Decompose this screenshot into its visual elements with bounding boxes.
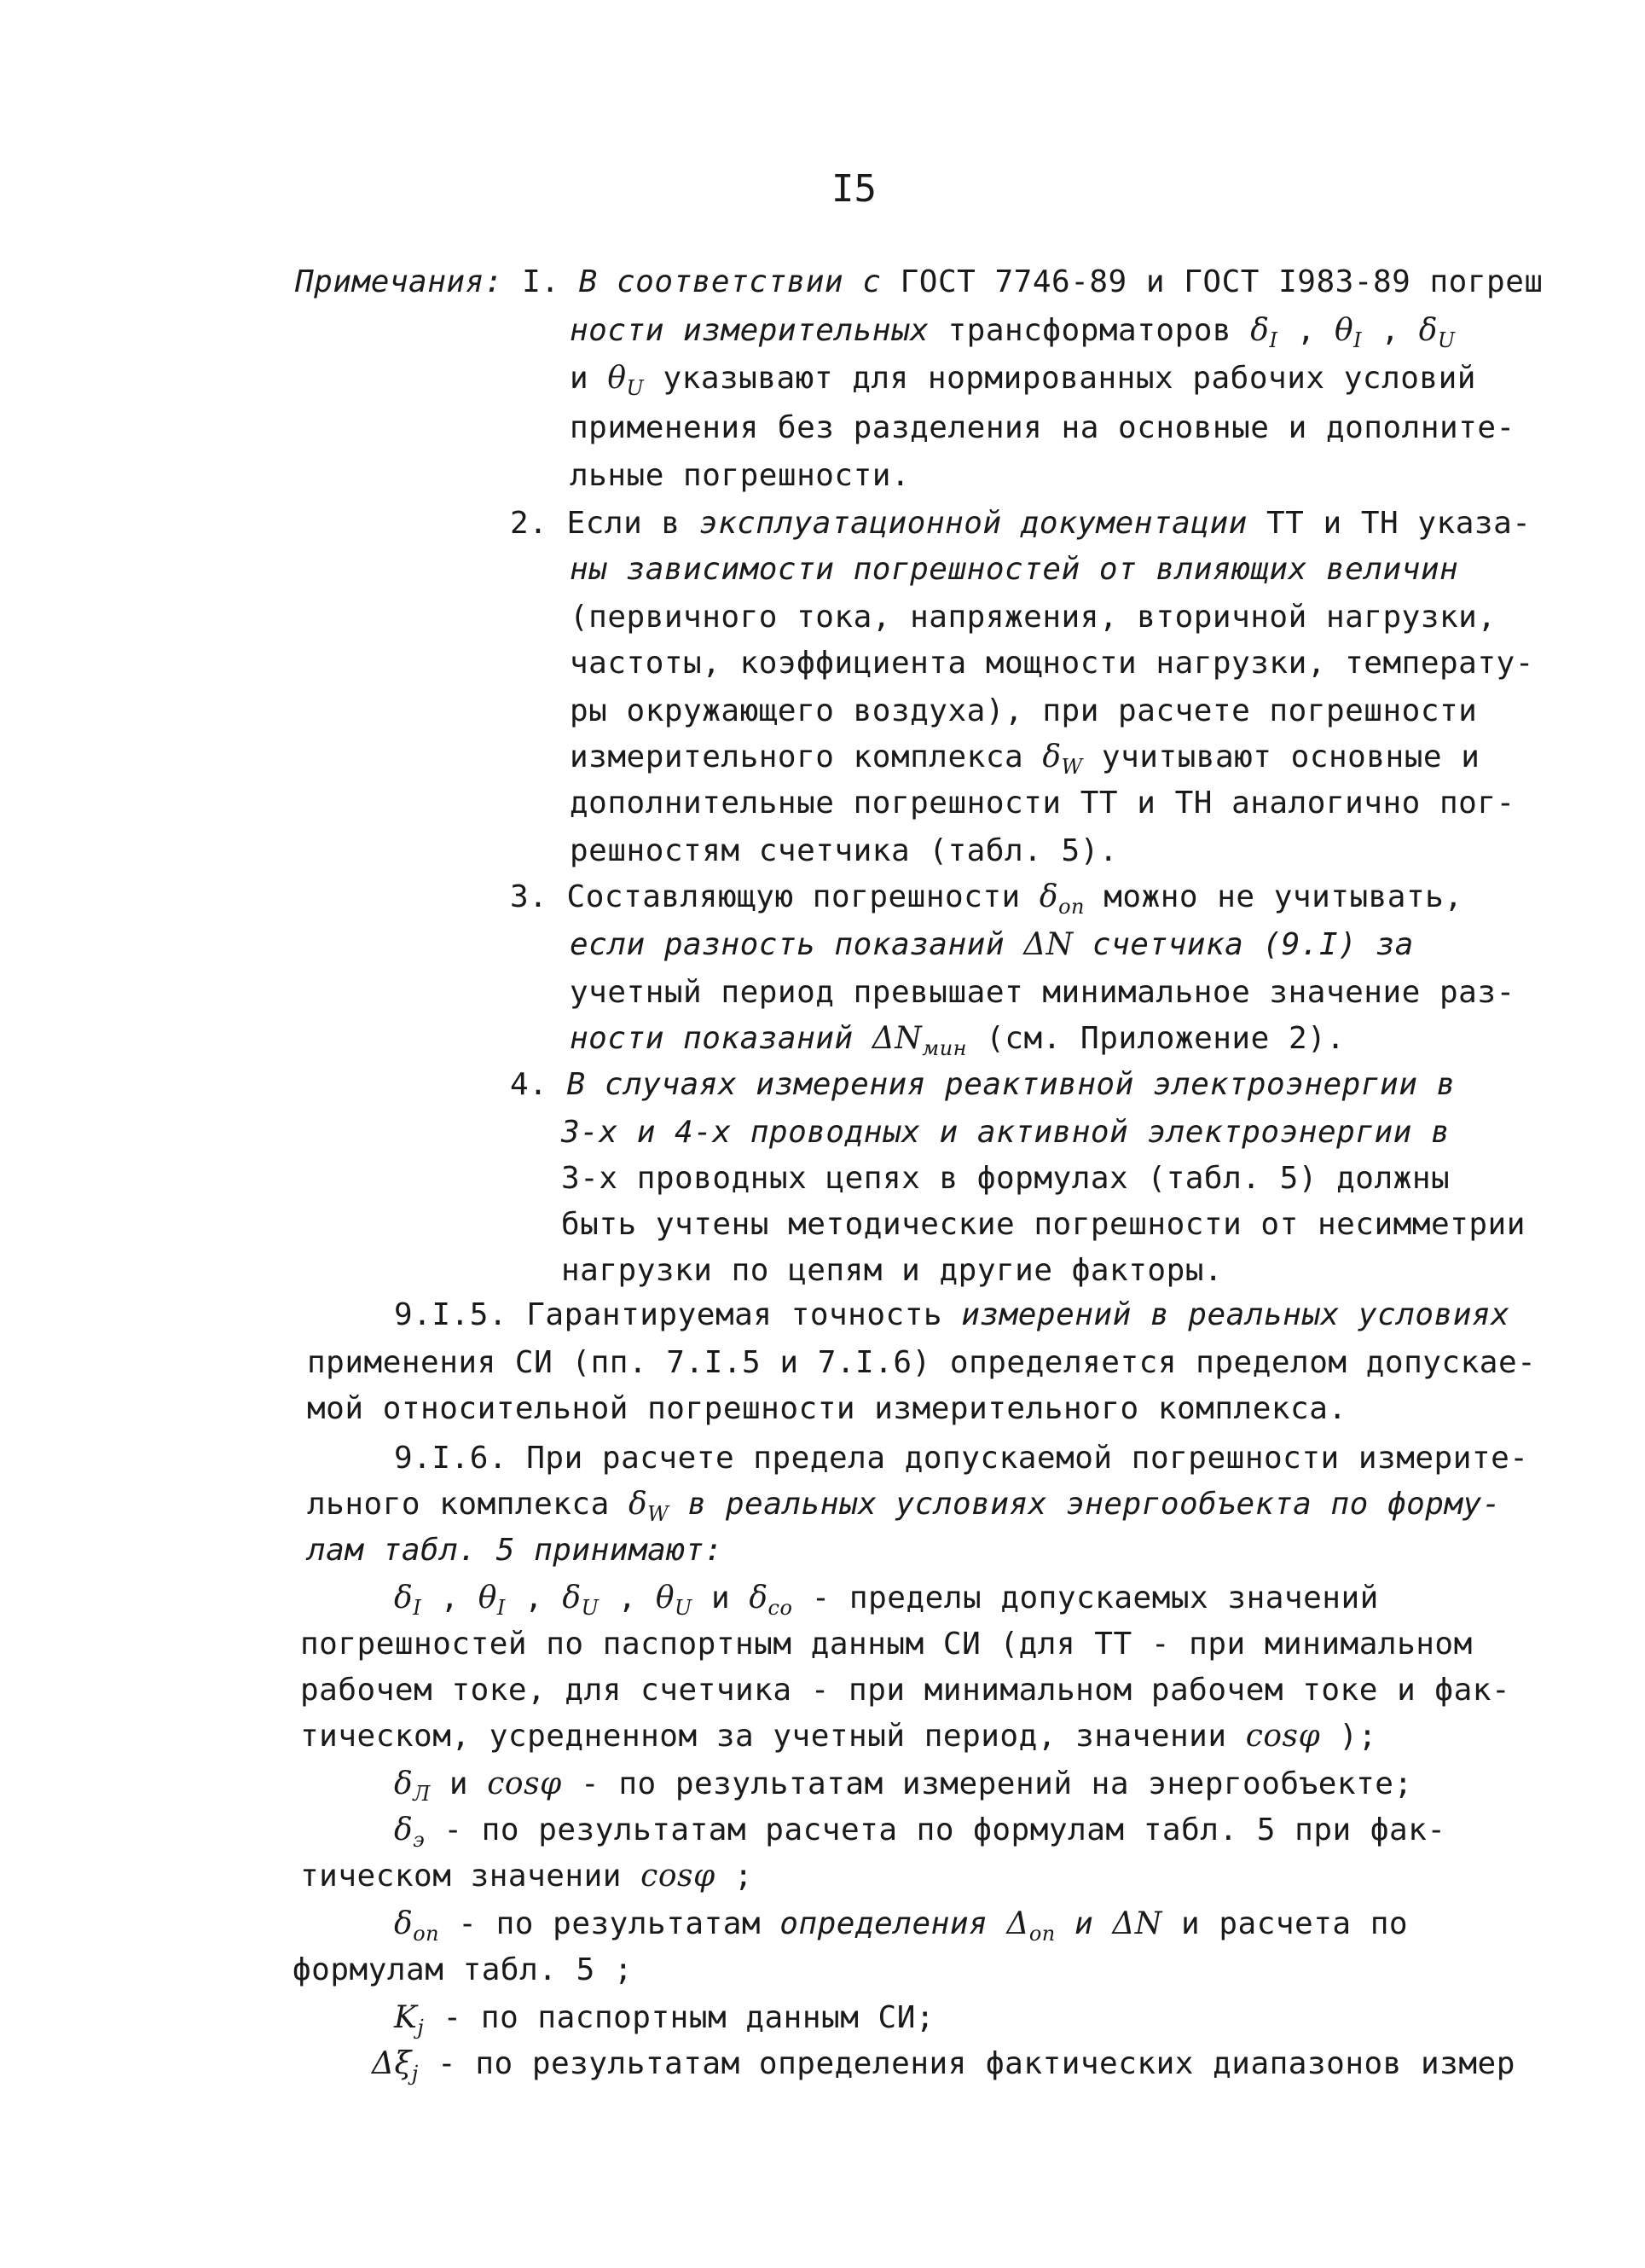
note-2-line-4: частоты, коэффициента мощности нагрузки, температу- — [570, 646, 1534, 681]
para-916-line-3: лам табл. 5 принимают: — [307, 1533, 723, 1568]
item-delta-l: $\delta_Л$ и cosφ - по результатам измерений на энергообъекте; — [394, 1762, 1413, 1816]
symbol-theta-u: $\theta_U$ — [607, 361, 645, 401]
note-3-line-4: ности показаний $\Delta N_{мин}$ (см. Приложение 2). — [570, 1017, 1345, 1070]
note-2-line-8: решностям счетчика (табл. 5). — [570, 833, 1119, 868]
note-3-line-1: 3. Составляющую погрешности $\delta_{оп}$ можно не учитывать, — [510, 875, 1463, 929]
item-delta-op-cont: формулам табл. 5 ; — [293, 1952, 634, 1987]
symbol-cos-phi-2: cosφ — [487, 1766, 562, 1801]
symbol-delta-n-2: ΔN — [1112, 1906, 1162, 1941]
symbol-delta-on: $\Delta_{оп}$ — [1006, 1906, 1056, 1946]
para-916-line-6: рабочем токе, для счетчика - при минимальном рабочем токе и фак- — [300, 1673, 1511, 1708]
note-1-line-1 — [295, 260, 1544, 305]
para-916-line-1: 9.I.6. При расчете предела допускаемой погрешности измерите- — [394, 1441, 1529, 1476]
note-4-line-3: 3-х проводных цепях в формулах (табл. 5) должны — [561, 1161, 1451, 1196]
symbol-delta-w-2: $\delta_W$ — [628, 1487, 669, 1527]
note-3-line-3: учетный период превышает минимальное значение раз- — [570, 975, 1515, 1010]
item-delta-e-cont: тическом значении cosφ ; — [300, 1854, 753, 1899]
note-4-line-4: быть учтены методические погрешности от несимметрии — [561, 1207, 1526, 1242]
symbol-theta-i-2: $\theta_I$ — [478, 1581, 506, 1621]
symbol-delta-w: $\delta_W$ — [1042, 740, 1083, 780]
para-915-line-1: 9.I.5. Гарантируемая точность измерений в реальных условиях — [394, 1297, 1510, 1332]
note-1-text-a: В соответствии с — [578, 264, 901, 299]
symbol-delta-n: ΔN — [1023, 927, 1074, 962]
para-916-line-7: тическом, усредненном за учетный период, значении cosφ ); — [300, 1714, 1377, 1759]
note-4-line-1: 4. В случаях измерения реактивной электроэнергии в — [510, 1067, 1456, 1102]
symbol-delta-u: $\delta_U$ — [1418, 313, 1456, 353]
symbol-k-j: $K_j$ — [394, 2000, 425, 2040]
notes-heading: Примечания: — [295, 264, 503, 299]
note-1-line-2: ности измерительных трансформаторов $\delta_I$ , $\theta_I$ , $\delta_U$ — [570, 309, 1456, 363]
symbol-delta-op: $\delta_{оп}$ — [1039, 879, 1085, 919]
symbol-delta-xi: $\Delta\xi_j$ — [372, 2046, 419, 2086]
note-1-line-4: применения без разделения на основные и дополните- — [570, 410, 1515, 445]
item-delta-xi: $\Delta\xi_j$ - по результатам определения фактических диапазонов измер — [372, 2042, 1515, 2096]
symbol-delta-l: $\delta_Л$ — [394, 1766, 431, 1807]
symbol-delta-u-2: $\delta_U$ — [562, 1581, 599, 1621]
symbol-delta-n-min: $\Delta N_{мин}$ — [872, 1021, 967, 1061]
symbol-delta-i-2: $\delta_I$ — [394, 1581, 422, 1621]
symbol-theta-u-2: $\theta_U$ — [655, 1581, 692, 1621]
symbol-delta-e: $\delta_э$ — [394, 1813, 426, 1853]
para-915-line-3: мой относительной погрешности измерительного комплекса. — [307, 1391, 1347, 1426]
item-delta-e: $\delta_э$ - по результатам расчета по формулам табл. 5 при фак- — [394, 1808, 1446, 1862]
note-2-line-7: дополнительные погрешности ТТ и ТН аналогично пог- — [570, 786, 1515, 821]
symbol-theta-i: $\theta_I$ — [1334, 313, 1363, 353]
para-916-line-4: $\delta_I$ , $\theta_I$ , $\delta_U$ , $\theta_U$ и $\delta_{со}$ - пределы допускаемых значений — [394, 1576, 1379, 1630]
note-2-line-2: ны зависимости погрешностей от влияющих величин — [570, 552, 1459, 587]
note-1-line-3: и $\theta_U$ указывают для нормированных рабочих условий — [570, 357, 1476, 410]
note-4-line-2: 3-х и 4-х проводных и активной электроэнергии в — [561, 1115, 1451, 1150]
note-2-line-1: 2. Если в эксплуатационной документации ТТ и ТН указа- — [510, 506, 1532, 541]
note-3-line-2: если разность показаний ΔN счетчика (9.I) за — [570, 923, 1414, 967]
symbol-delta-op-2: $\delta_{оп}$ — [394, 1906, 440, 1946]
note-2-line-5: ры окружающего воздуха), при расчете погрешности — [570, 693, 1478, 728]
note-2-line-3: (первичного тока, напряжения, вторичной нагрузки, — [570, 600, 1497, 635]
para-916-line-5: погрешностей по паспортным данным СИ (для ТТ - при минимальном — [300, 1627, 1473, 1662]
item-delta-op: $\delta_{оп}$ - по результатам определения $\Delta_{оп}$ и ΔN и расчета по — [394, 1902, 1408, 1956]
para-916-line-2: льного комплекса $\delta_W$ в реальных условиях энергообъекта по форму- — [307, 1482, 1501, 1536]
note-2-line-6: измерительного комплекса $\delta_W$ учитывают основные и — [570, 735, 1480, 789]
page-number: I5 — [831, 167, 877, 211]
note-1-number: I. — [522, 264, 560, 299]
symbol-delta-i: $\delta_I$ — [1250, 313, 1278, 353]
note-1-line-5: льные погрешности. — [570, 458, 911, 493]
symbol-delta-co: $\delta_{со}$ — [749, 1581, 793, 1621]
item-k-j: $K_j$ - по паспортным данным СИ; — [394, 1996, 935, 2050]
para-915-line-2: применения СИ (пп. 7.I.5 и 7.I.6) определяется пределом допускае- — [307, 1345, 1537, 1380]
symbol-cos-phi: cosφ — [1245, 1719, 1321, 1754]
note-1-text-b: ГОСТ 7746-89 и ГОСТ I983-89 погреш — [900, 264, 1544, 299]
note-4-line-5: нагрузки по цепям и другие факторы. — [561, 1253, 1224, 1288]
symbol-cos-phi-3: cosφ — [640, 1859, 715, 1894]
